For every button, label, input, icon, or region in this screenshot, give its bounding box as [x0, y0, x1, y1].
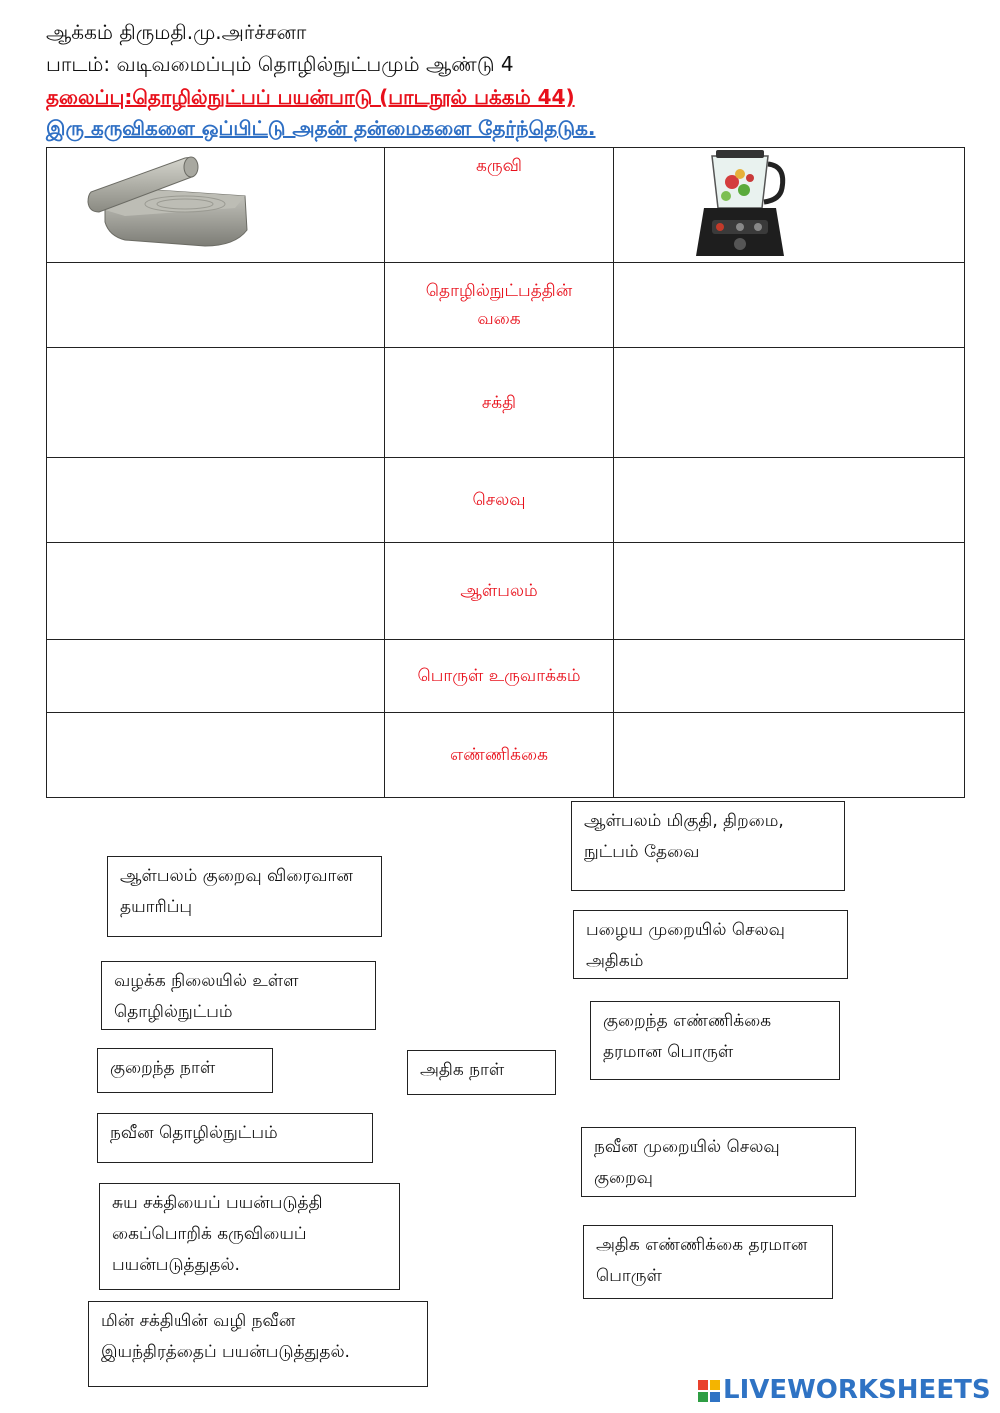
answer-box[interactable]: நவீன முறையில் செலவு குறைவு — [581, 1127, 856, 1197]
drop-cell-machine-tech-type[interactable] — [614, 263, 965, 348]
answer-box[interactable]: குறைந்த எண்ணிக்கை தரமான பொருள் — [590, 1001, 840, 1080]
instruction-text: இரு கருவிகளை ஒப்பிட்டு அதன் தன்மைகளை தேர்ந்தெடுக. — [46, 116, 596, 140]
author-line: ஆக்கம் திருமதி.மு.அர்ச்சனா — [46, 20, 307, 44]
criteria-energy: சக்தி — [385, 348, 614, 458]
drop-cell-manual-energy[interactable] — [47, 348, 385, 458]
blender-icon — [682, 148, 798, 262]
liveworksheets-logo: LIVEWORKSHEETS — [698, 1375, 991, 1405]
answer-box[interactable]: மின் சக்தியின் வழி நவீன இயந்திரத்தைப் பயன்படுத்துதல். — [88, 1301, 428, 1387]
drop-cell-machine-production[interactable] — [614, 640, 965, 713]
answer-box[interactable]: அதிக எண்ணிக்கை தரமான பொருள் — [583, 1225, 833, 1299]
drop-cell-machine-energy[interactable] — [614, 348, 965, 458]
answer-box[interactable]: சுய சக்தியைப் பயன்படுத்தி கைப்பொறிக் கருவியைப் பயன்படுத்துதல். — [99, 1183, 400, 1290]
drop-cell-manual-manpower[interactable] — [47, 543, 385, 640]
answer-box[interactable]: குறைந்த நாள் — [97, 1048, 273, 1093]
drop-cell-manual-cost[interactable] — [47, 458, 385, 543]
criteria-tech-type: தொழில்நுட்பத்தின் வகை — [385, 263, 614, 348]
criteria-quantity: எண்ணிக்கை — [385, 713, 614, 798]
drop-cell-manual-production[interactable] — [47, 640, 385, 713]
answer-box[interactable]: பழைய முறையில் செலவு அதிகம் — [573, 910, 848, 979]
criteria-production: பொருள் உருவாக்கம் — [385, 640, 614, 713]
drop-cell-manual-quantity[interactable] — [47, 713, 385, 798]
drop-cell-manual-tech-type[interactable] — [47, 263, 385, 348]
grinding-stone-cell — [47, 148, 385, 263]
criteria-cost: செலவு — [385, 458, 614, 543]
drop-cell-machine-manpower[interactable] — [614, 543, 965, 640]
answer-box[interactable]: நவீன தொழில்நுட்பம் — [97, 1113, 373, 1163]
answer-box[interactable]: ஆள்பலம் குறைவு விரைவான தயாரிப்பு — [107, 856, 382, 937]
worksheet-title: தலைப்பு:தொழில்நுட்பப் பயன்பாடு (பாடநூல் பக்கம் 44) — [46, 85, 575, 109]
answer-box[interactable]: வழக்க நிலையில் உள்ள தொழில்நுட்பம் — [101, 961, 376, 1030]
answer-box[interactable]: அதிக நாள் — [407, 1050, 556, 1095]
grinding-stone-icon — [85, 150, 255, 250]
drop-cell-machine-cost[interactable] — [614, 458, 965, 543]
criteria-manpower: ஆள்பலம் — [385, 543, 614, 640]
answer-box[interactable]: ஆள்பலம் மிகுதி, திறமை, நுட்பம் தேவை — [571, 801, 845, 891]
blender-cell — [614, 148, 965, 263]
drop-cell-machine-quantity[interactable] — [614, 713, 965, 798]
logo-grid-icon — [698, 1380, 720, 1402]
comparison-table — [46, 147, 965, 798]
subject-line: பாடம்: வடிவமைப்பும் தொழில்நுட்பமும் ஆண்டு 4 — [46, 52, 514, 76]
criteria-tool: கருவி — [385, 148, 614, 263]
